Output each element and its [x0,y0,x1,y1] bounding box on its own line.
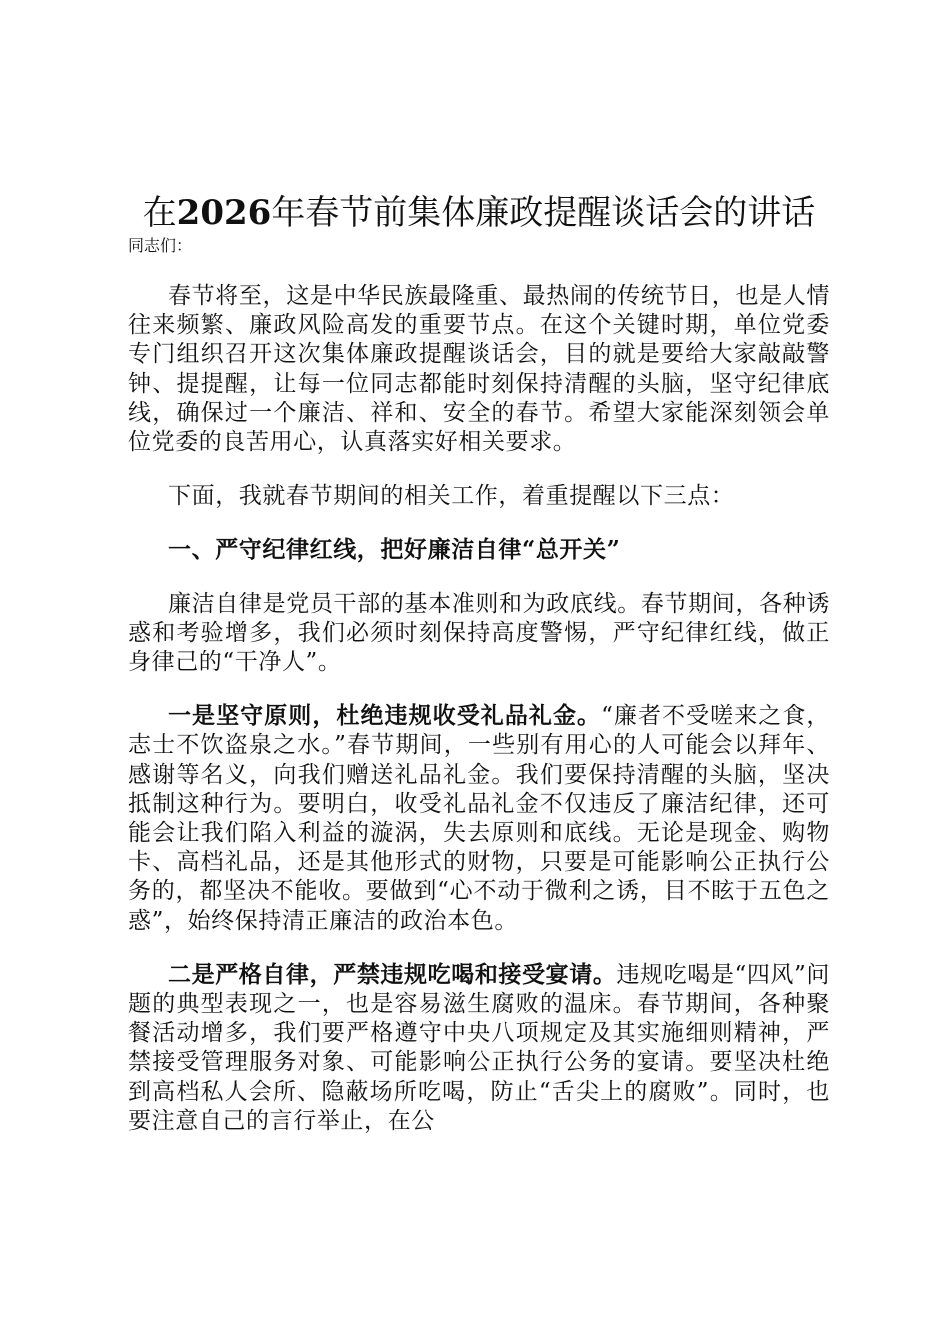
paragraph-text: 廉洁自律是党员干部的基本准则和为政底线。春节期间，各种诱惑和考验增多，我们必须时刻保持高度警惕，严守纪律红线，做正身律己的“干净人”。 [128,590,830,676]
paragraph-lead: 二是严格自律，严禁违规吃喝和接受宴请。 [168,960,617,988]
document-body [128,281,830,1160]
paragraph-text: “廉者不受嗟来之食，志士不饮盗泉之水。”春节期间，一些别有用心的人可能会以拜年、感谢等名义，向我们赠送礼品礼金。我们要保持清醒的头脑，坚决抵制这种行为。要明白，收受礼品礼金不仅违反了廉洁纪律，还可能会让我们陷入利益的漩涡，失去原则和底线。无论是现金、购物卡、高档礼品，还是其他形式的财物，只要是可能影响公正执行公务的，都坚决不能收。要做到“心不动于微利之诱，目不眩于五色之惑”，始终保持清正廉洁的政治本色。 [128,703,830,934]
paragraph-section-intro [128,589,830,678]
paragraph-transition [128,481,830,511]
title-prefix: 在 [142,192,177,233]
paragraph-text: 春节将至，这是中华民族最隆重、最热闹的传统节日，也是人情往来频繁、廉政风险高发的重要节点。在这个关键时期，单位党委专门组织召开这次集体廉政提醒谈话会，目的就是要给大家敲敲警钟、提提醒，让每一位同志都能时刻保持清醒的头脑，坚守纪律底线，确保过一个廉洁、祥和、安全的春节。希望大家能深刻领会单位党委的良苦用心，认真落实好相关要求。 [128,283,830,456]
paragraph-point-2 [128,960,830,1136]
section-heading-1 [128,535,830,564]
title-suffix: 年春节前集体廉政提醒谈话会的讲话 [271,192,816,233]
section-heading-text: 一、严守纪律红线，把好廉洁自律“总开关” [168,536,621,564]
paragraph-intro [128,281,830,457]
document-title [128,189,830,237]
paragraph-point-1 [128,701,830,936]
paragraph-text: 下面，我就春节期间的相关工作，着重提醒以下三点： [168,483,735,510]
title-year: 2026 [176,192,272,233]
paragraph-text: 违规吃喝是“四风”问题的典型表现之一，也是容易滋生腐败的温床。春节期间，各种聚餐活动增多，我们要严格遵守中央八项规定及其实施细则精神，严禁接受管理服务对象、可能影响公正执行公务的宴请。要坚决杜绝到高档私人会所、隐蔽场所吃喝，防止“舌尖上的腐败”。同时，也要注意自己的言行举止，在公 [128,961,830,1134]
salutation: 同志们： [128,236,193,255]
paragraph-lead: 一是坚守原则，杜绝违规收受礼品礼金。 [168,702,602,730]
